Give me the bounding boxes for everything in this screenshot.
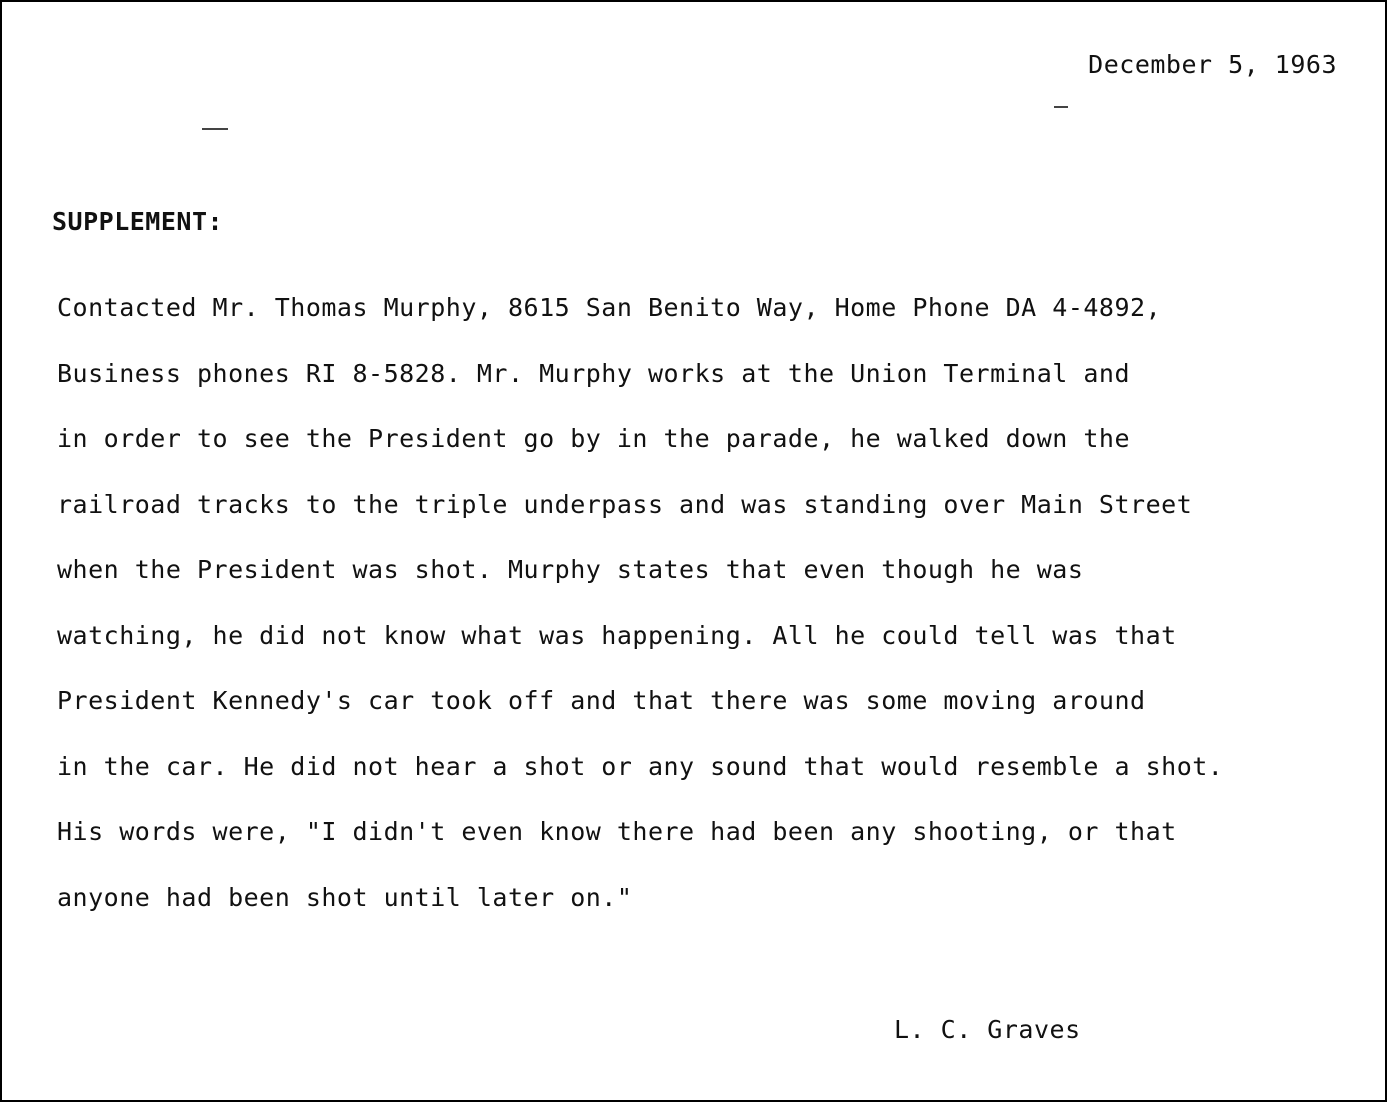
body-line: watching, he did not know what was happening. All he could tell was that xyxy=(57,620,1177,650)
body-line: Contacted Mr. Thomas Murphy, 8615 San Benito Way, Home Phone DA 4-4892, xyxy=(57,293,1162,322)
document-date: December 5, 1963 xyxy=(1088,50,1337,79)
body-line: in order to see the President go by in the parade, he walked down the xyxy=(57,424,1131,453)
body-line: railroad tracks to the triple underpass and was standing over Main Street xyxy=(57,489,1193,519)
body-line: His words were, "I didn't even know there had been any shooting, or that xyxy=(57,817,1177,846)
body-line: in the car. He did not hear a shot or any sound that would resemble a shot. xyxy=(57,751,1224,781)
document-body xyxy=(57,288,1223,943)
ink-smudge xyxy=(202,128,228,130)
body-line: when the President was shot. Murphy states that even though he was xyxy=(57,555,1084,584)
body-line: President Kennedy's car took off and that there was some moving around xyxy=(57,686,1146,715)
body-line: anyone had been shot until later on." xyxy=(57,882,633,912)
ink-smudge xyxy=(1054,106,1068,108)
body-line: Business phones RI 8-5828. Mr. Murphy works at the Union Terminal and xyxy=(57,358,1131,388)
document-heading: SUPPLEMENT: xyxy=(52,207,224,236)
signature: L. C. Graves xyxy=(894,1015,1081,1044)
